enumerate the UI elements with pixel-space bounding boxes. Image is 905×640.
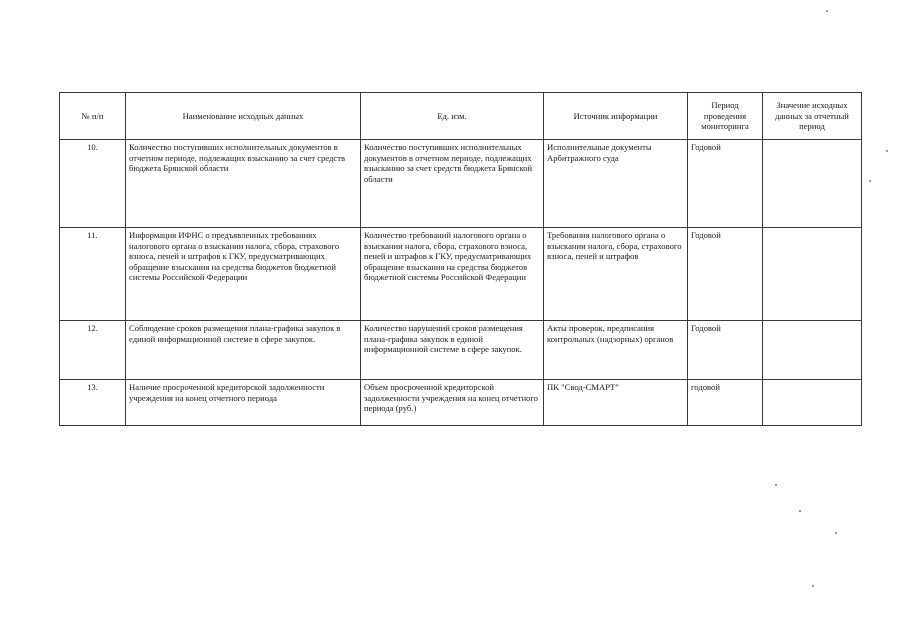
source-cell: Исполнительные документы Арбитражного суда — [544, 140, 688, 228]
header-source: Источник информации — [544, 93, 688, 140]
scan-speck — [886, 150, 888, 152]
data-name-cell: Соблюдение сроков размещения плана-графика закупок в единой информационной системе в сфере закупок. — [126, 321, 361, 380]
data-name-cell: Количество поступивших исполнительных документов в отчетном периоде, подлежащих взысканию за счет средств бюджета Брянской области — [126, 140, 361, 228]
header-unit: Ед. изм. — [361, 93, 544, 140]
table-row — [60, 380, 862, 426]
source-cell: Акты проверок, предписания контрольных (надзорных) органов — [544, 321, 688, 380]
table-row — [60, 321, 862, 380]
table-row — [60, 140, 862, 228]
period-cell: Годовой — [688, 228, 763, 321]
scan-speck — [799, 510, 801, 512]
header-period: Период проведения мониторинга — [688, 93, 763, 140]
data-name-cell: Наличие просроченной кредиторской задолженности учреждения на конец отчетного периода — [126, 380, 361, 426]
source-cell: Требования налогового органа о взыскании налога, сбора, страхового взноса, пеней и штрафов — [544, 228, 688, 321]
header-value: Значение исходных данных за отчетный период — [763, 93, 862, 140]
source-cell: ПК "Свод-СМАРТ" — [544, 380, 688, 426]
value-cell — [763, 380, 862, 426]
unit-cell: Количество поступивших исполнительных документов в отчетном периоде, подлежащих взысканию за счет средств бюджета Брянской области — [361, 140, 544, 228]
scan-speck — [869, 180, 871, 182]
row-number: 11. — [60, 228, 126, 321]
row-number: 13. — [60, 380, 126, 426]
row-number: 12. — [60, 321, 126, 380]
period-cell: Годовой — [688, 140, 763, 228]
row-number: 10. — [60, 140, 126, 228]
value-cell — [763, 228, 862, 321]
unit-cell: Количество нарушений сроков размещения плана-графика закупок в единой информационной системе в сфере закупок. — [361, 321, 544, 380]
scan-speck — [826, 10, 828, 12]
header-data-name: Наименование исходных данных — [126, 93, 361, 140]
scan-speck — [775, 484, 777, 486]
scan-speck — [835, 532, 837, 534]
monitoring-data-table — [59, 92, 862, 426]
table-header-row — [60, 93, 862, 140]
period-cell: Годовой — [688, 321, 763, 380]
unit-cell: Количество требований налогового органа о взыскании налога, сбора, страхового взноса, пеней и штрафов к ГКУ, предусматривающих обращение взыскания на средства бюджетов бюджетной системы Российской Федерации — [361, 228, 544, 321]
unit-cell: Объем просроченной кредиторской задолженности учреждения на конец отчетного периода (руб.) — [361, 380, 544, 426]
value-cell — [763, 321, 862, 380]
header-row-number: № п/п — [60, 93, 126, 140]
data-name-cell: Информация ИФНС о предъявленных требованиях налогового органа о взыскании налога, сбора, страхового взноса, пеней и штрафов к ГКУ, предусматривающих обращение взыскания на средства бюджетов бюджетной системы Российской Федерации — [126, 228, 361, 321]
period-cell: годовой — [688, 380, 763, 426]
scan-speck — [812, 585, 814, 587]
value-cell — [763, 140, 862, 228]
table-row — [60, 228, 862, 321]
